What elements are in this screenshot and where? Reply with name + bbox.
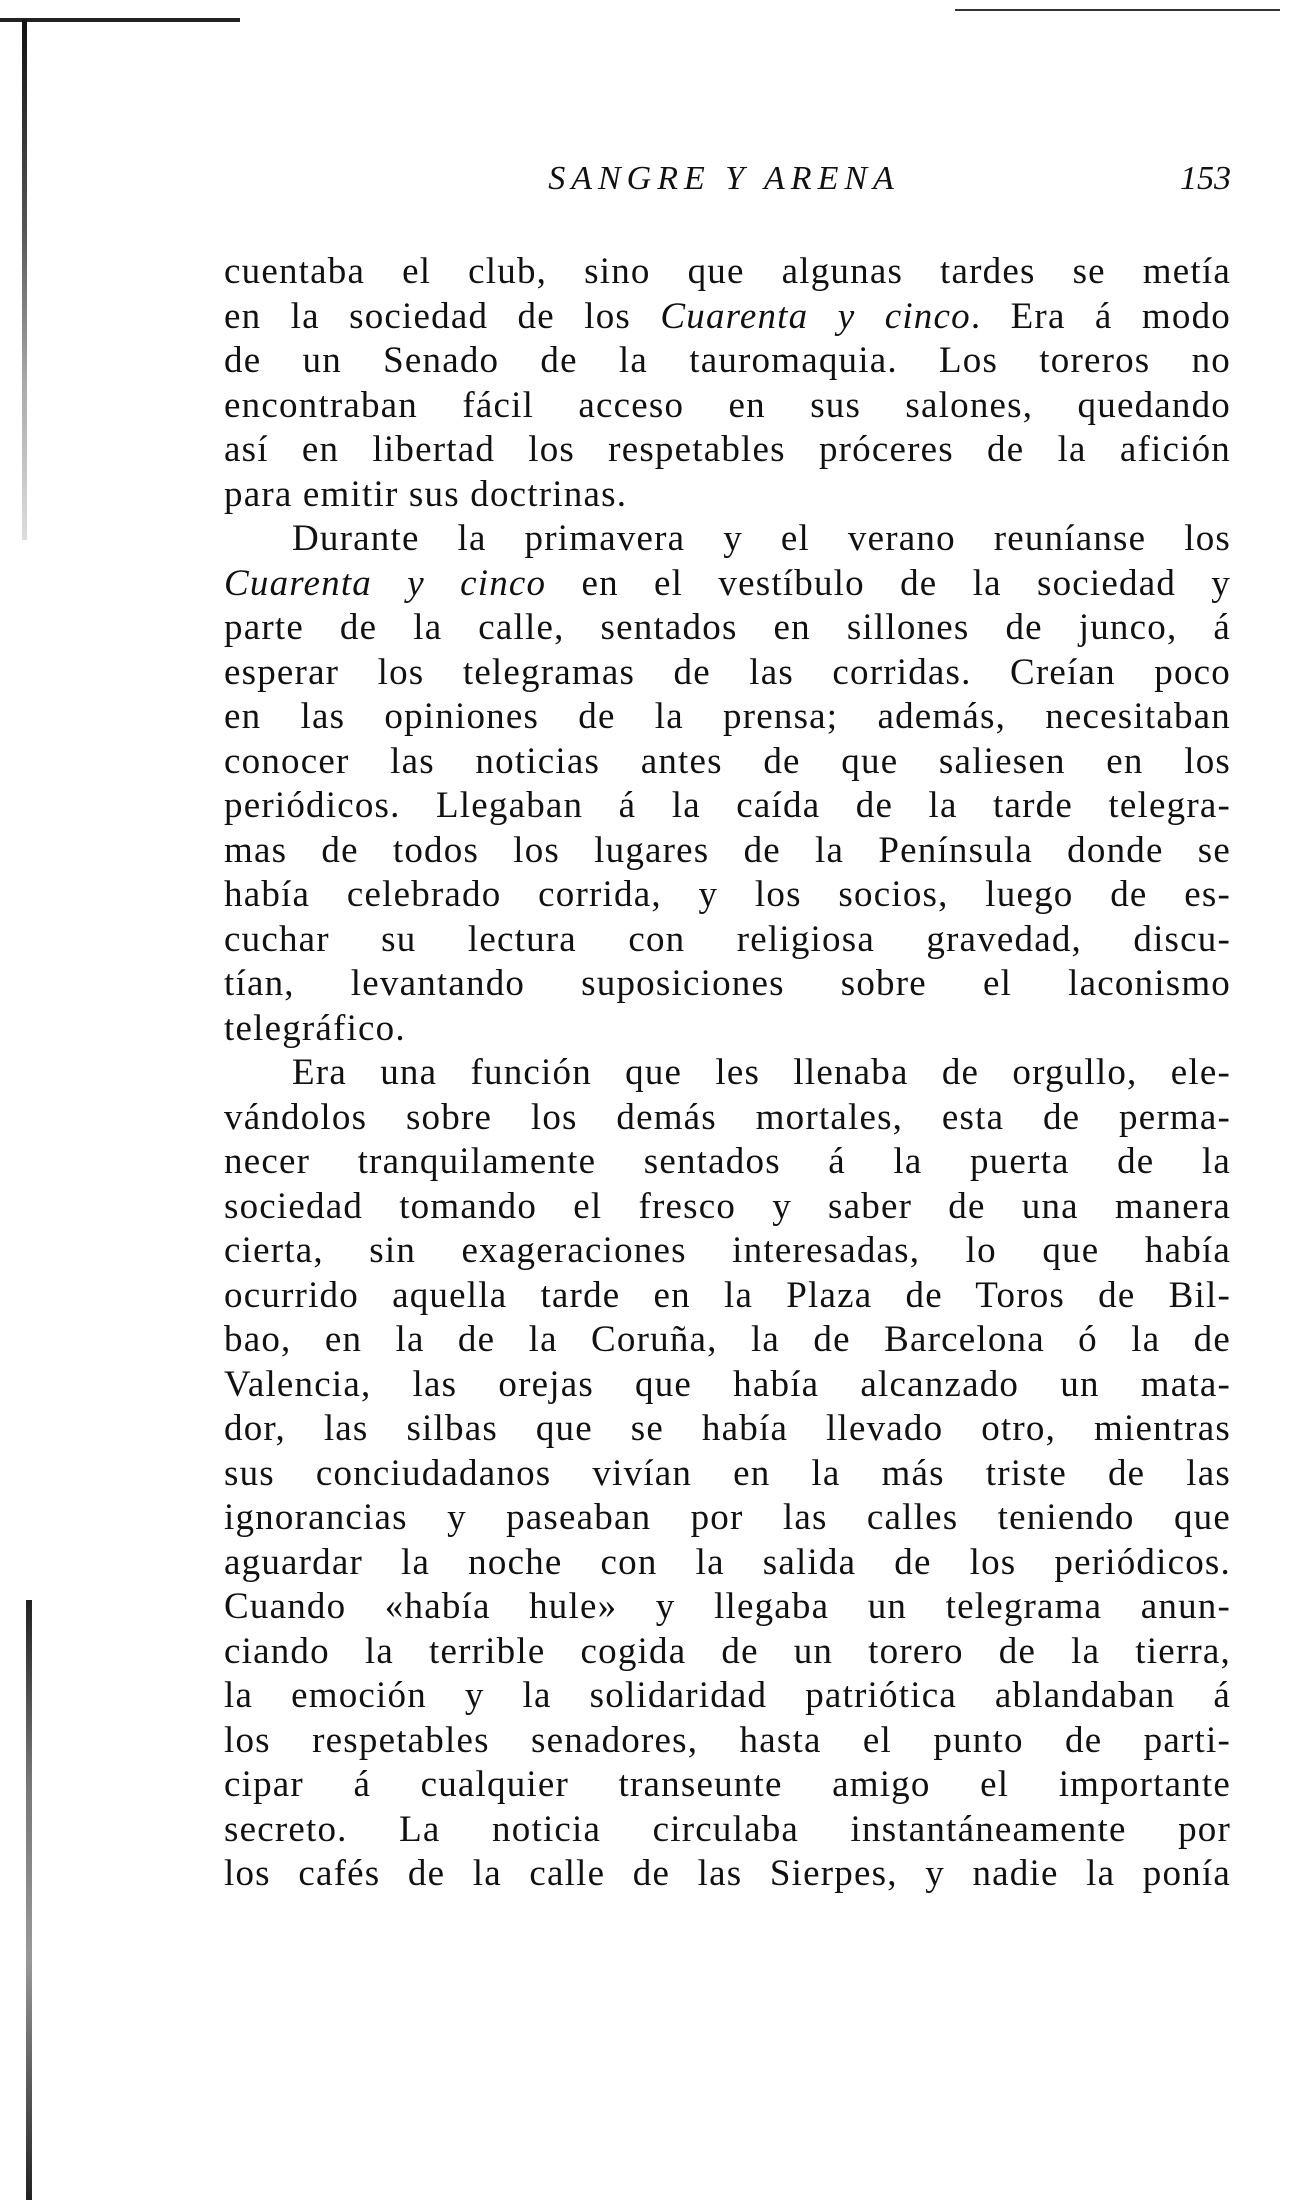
text-line [224,1051,1231,1096]
text-line [224,1541,1231,1586]
text-segment: los respetables senadores, hasta el punto de parti- [224,1719,1231,1761]
text-line [224,1185,1231,1230]
text-segment: en la sociedad de los [224,295,661,337]
text-segment: periódicos. Llegaban á la caída de la tarde telegra- [224,785,1231,826]
text-segment: sociedad tomando el fresco y saber de una manera [224,1185,1231,1227]
text-line [224,1318,1231,1363]
text-segment: cipar á cualquier transeunte amigo el importante [224,1764,1231,1805]
text-segment: telegráfico. [224,1007,406,1049]
page-number: 153 [1180,160,1231,197]
italic-text: Cuarenta y cinco [660,295,971,337]
text-line [224,1496,1231,1541]
text-segment: sus conciudadanos vivían en la más triste de las [224,1452,1231,1494]
text-segment: tían, levantando suposiciones sobre el laconismo [224,963,1231,1004]
text-segment: la emoción y la solidaridad patriótica ablandaban á [224,1675,1231,1716]
text-segment: cuchar su lectura con religiosa gravedad, discu- [224,918,1231,960]
text-segment: conocer las noticias antes de que saliesen en los [224,740,1231,782]
body-text [224,250,1231,1897]
text-line [224,1674,1231,1719]
text-segment: de un Senado de la tauromaquia. Los toreros no [224,340,1231,381]
running-title: SANGRE Y ARENA [548,160,900,197]
text-line [224,606,1231,651]
text-line [224,784,1231,829]
text-segment: encontraban fácil acceso en sus salones, quedando [224,384,1231,426]
text-segment: para emitir sus doctrinas. [224,473,628,515]
text-segment: Era una función que les llenaba de orgullo, ele- [292,1052,1231,1093]
text-segment: en el vestíbulo de la sociedad y [546,562,1231,604]
text-segment: había celebrado corrida, y los socios, luego de es- [224,874,1231,915]
text-segment: en las opiniones de la prensa; además, necesitaban [224,696,1231,737]
text-segment: aguardar la noche con la salida de los periódicos. [224,1541,1231,1583]
text-segment: cierta, sin exageraciones interesadas, lo que había [224,1230,1231,1271]
text-segment: . Era á modo [970,295,1231,337]
text-line [224,1763,1231,1808]
page-binding-edge-bottom [26,1600,32,2200]
text-segment: cuentaba el club, sino que algunas tardes se metía [224,251,1231,292]
text-line [224,1407,1231,1452]
text-line [224,428,1231,473]
text-segment: ciando la terrible cogida de un torero de la tierra, [224,1630,1231,1672]
text-segment: dor, las silbas que se había llevado otro, mientras [224,1408,1231,1449]
page-header [224,160,1231,210]
page-binding-edge-top [22,20,27,540]
text-segment: ignorancias y paseaban por las calles teniendo que [224,1497,1231,1538]
text-line [224,295,1231,340]
text-line [224,1852,1231,1897]
text-line [224,1630,1231,1675]
text-line [224,1096,1231,1141]
text-segment: Durante la primavera y el verano reuníanse los [292,518,1231,559]
text-line [224,873,1231,918]
text-line [224,339,1231,384]
text-segment: los cafés de la calle de las Sierpes, y nadie la ponía [224,1853,1231,1894]
scan-edge-line-top-left [0,18,240,22]
text-line [224,384,1231,429]
text-segment: Valencia, las orejas que había alcanzado un mata- [224,1363,1231,1405]
text-segment: secreto. La noticia circulaba instantáneamente por [224,1808,1231,1850]
text-segment: necer tranquilamente sentados á la puerta de la [224,1141,1231,1182]
text-line [224,962,1231,1007]
text-segment: vándolos sobre los demás mortales, esta de perma- [224,1096,1231,1138]
text-line [224,1808,1231,1853]
text-line [224,1007,1231,1052]
text-line [224,1229,1231,1274]
text-segment: bao, en la de la Coruña, la de Barcelona ó la de [224,1319,1231,1360]
text-line [224,1452,1231,1497]
text-line [224,250,1231,295]
text-segment: Cuando «había hule» y llegaba un telegrama anun- [224,1586,1231,1627]
text-line [224,473,1231,518]
text-line [224,695,1231,740]
text-line [224,1363,1231,1408]
text-line [224,1140,1231,1185]
text-line [224,1719,1231,1764]
italic-text: Cuarenta y cinco [224,562,547,604]
text-segment: esperar los telegramas de las corridas. Creían poco [224,651,1231,693]
text-segment: parte de la calle, sentados en sillones de junco, á [224,607,1231,648]
text-line [224,829,1231,874]
text-line [224,651,1231,696]
text-line [224,1585,1231,1630]
text-line [224,740,1231,785]
text-line [224,562,1231,607]
text-segment: mas de todos los lugares de la Península donde se [224,829,1231,871]
text-line [224,517,1231,562]
scan-edge-line-top-right [955,9,1280,11]
text-segment: ocurrido aquella tarde en la Plaza de Toros de Bil- [224,1274,1231,1316]
text-line [224,1274,1231,1319]
text-segment: así en libertad los respetables próceres de la afición [224,429,1231,470]
text-line [224,918,1231,963]
